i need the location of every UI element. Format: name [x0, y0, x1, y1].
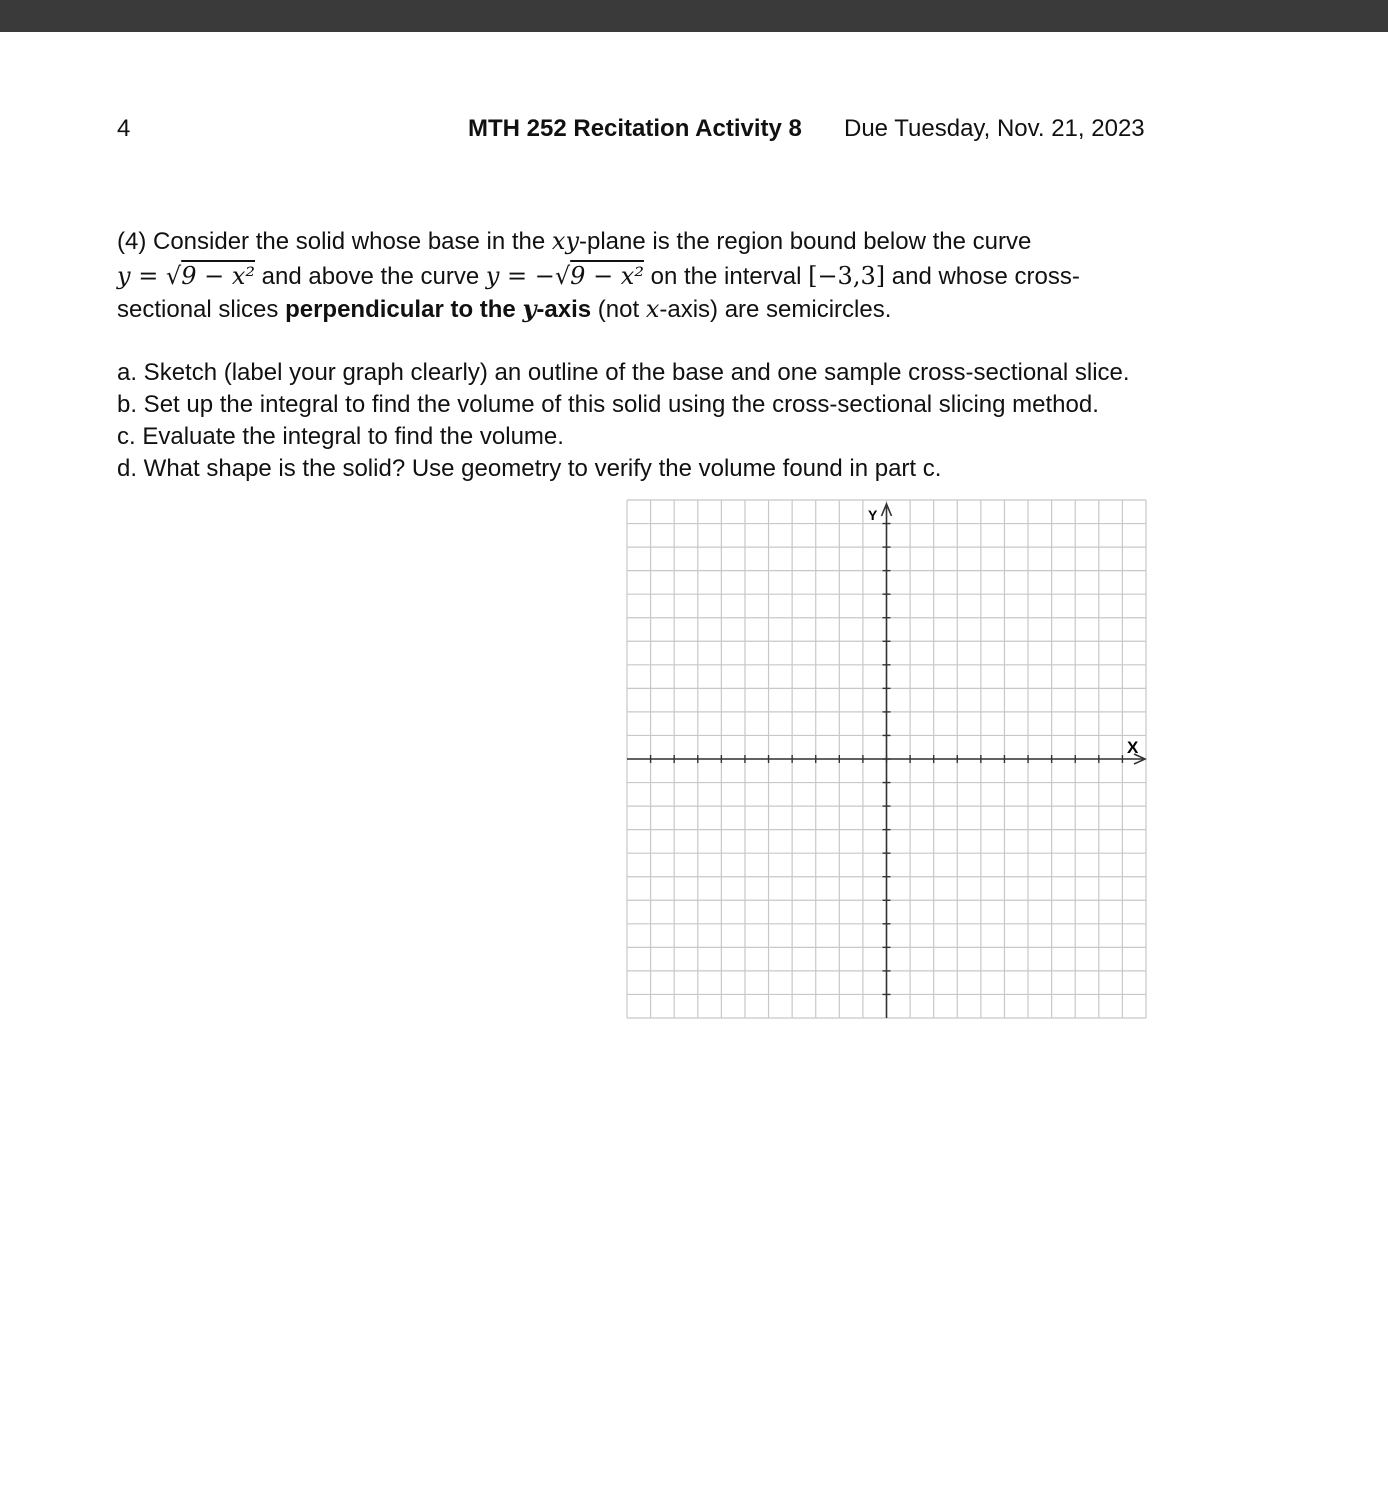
- var-x: x: [645, 295, 660, 323]
- problem-mid-text: and above the curve: [255, 263, 486, 290]
- problem-line3-text-2: (not: [591, 296, 646, 323]
- var-xy: xy: [551, 227, 579, 255]
- part-a: a. Sketch (label your graph clearly) an outline of the base and one sample cross-sectional slice.: [117, 359, 1130, 386]
- equation-upper-radicand: 9 − x²: [181, 262, 256, 290]
- equation-lower-radicand: 9 − x²: [570, 262, 644, 290]
- var-y: y: [522, 294, 537, 323]
- page-number: 4: [117, 115, 131, 142]
- due-date: Due Tuesday, Nov. 21, 2023: [844, 115, 1145, 142]
- problem-mid-text-3: and whose cross-: [885, 263, 1080, 290]
- y-axis-label: Y: [868, 507, 878, 523]
- x-axis-label: X: [1127, 738, 1139, 757]
- problem-intro-text: (4) Consider the solid whose base in the: [117, 228, 552, 255]
- course-title: MTH 252 Recitation Activity 8: [468, 115, 802, 142]
- problem-line3-text-3: -axis) are semicircles.: [659, 296, 892, 323]
- part-c: c. Evaluate the integral to find the volume.: [117, 423, 564, 450]
- equation-lower-curve: y = −√: [485, 262, 571, 290]
- emphasis-text-2: -axis: [536, 296, 592, 323]
- interval: [−3,3]: [808, 262, 886, 290]
- emphasis-text: perpendicular to the: [285, 296, 523, 323]
- problem-line3-text: sectional slices: [117, 296, 286, 323]
- part-b: b. Set up the integral to find the volume of this solid using the cross-sectional slicing method.: [117, 391, 1099, 418]
- problem-mid-text-2: on the interval: [643, 263, 809, 290]
- equation-upper-curve: y = √: [117, 262, 182, 290]
- problem-intro-text-2: -plane is the region bound below the curve: [579, 228, 1032, 255]
- part-d: d. What shape is the solid? Use geometry to verify the volume found in part c.: [117, 455, 942, 482]
